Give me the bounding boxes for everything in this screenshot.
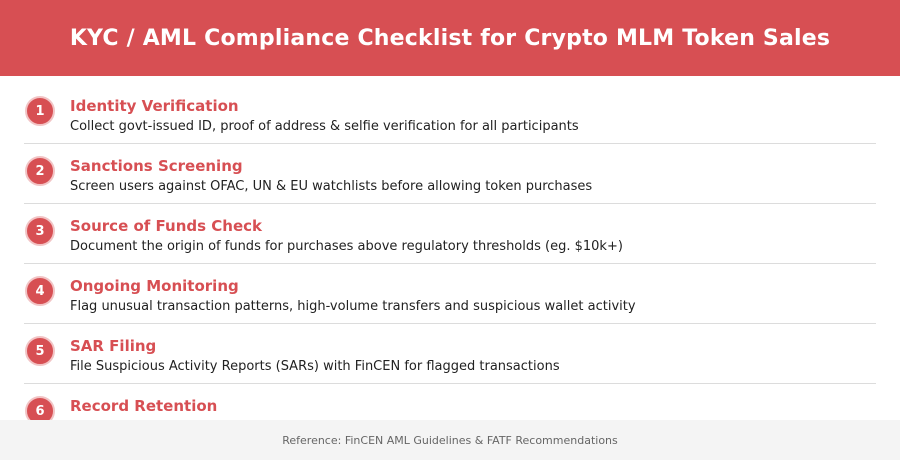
checklist-item: [24, 264, 876, 324]
page-title: KYC / AML Compliance Checklist for Crypto MLM Token Sales: [69, 25, 831, 51]
step-title: Ongoing Monitoring: [70, 277, 239, 295]
step-title: Identity Verification: [70, 97, 239, 115]
step-title: Source of Funds Check: [70, 217, 262, 235]
step-title: Sanctions Screening: [70, 157, 243, 175]
checklist-item: [24, 144, 876, 204]
step-description: File Suspicious Activity Reports (SARs) with FinCEN for flagged transactions: [70, 359, 560, 374]
step-number-badge: 3: [25, 216, 55, 246]
checklist-item: [24, 384, 876, 420]
step-description: Flag unusual transaction patterns, high-volume transfers and suspicious wallet activity: [70, 299, 636, 314]
checklist-item: [24, 204, 876, 264]
step-description: Document the origin of funds for purchases above regulatory thresholds (eg. $10k+): [70, 239, 623, 254]
step-number-badge: 5: [25, 336, 55, 366]
checklist-item: [24, 324, 876, 384]
footer: [0, 420, 900, 460]
step-number-badge: 6: [25, 396, 55, 420]
header-banner: [0, 0, 900, 76]
step-number-badge: 4: [25, 276, 55, 306]
step-number-badge: 2: [25, 156, 55, 186]
checklist: [24, 84, 876, 420]
step-description: Collect govt-issued ID, proof of address & selfie verification for all participants: [70, 119, 579, 134]
step-number-badge: 1: [25, 96, 55, 126]
step-title: Record Retention: [70, 397, 218, 415]
step-description: Screen users against OFAC, UN & EU watchlists before allowing token purchases: [70, 179, 593, 194]
checklist-item: [24, 84, 876, 144]
reference-text: Reference: FinCEN AML Guidelines & FATF Recommendations: [282, 433, 618, 447]
step-title: SAR Filing: [70, 337, 157, 355]
